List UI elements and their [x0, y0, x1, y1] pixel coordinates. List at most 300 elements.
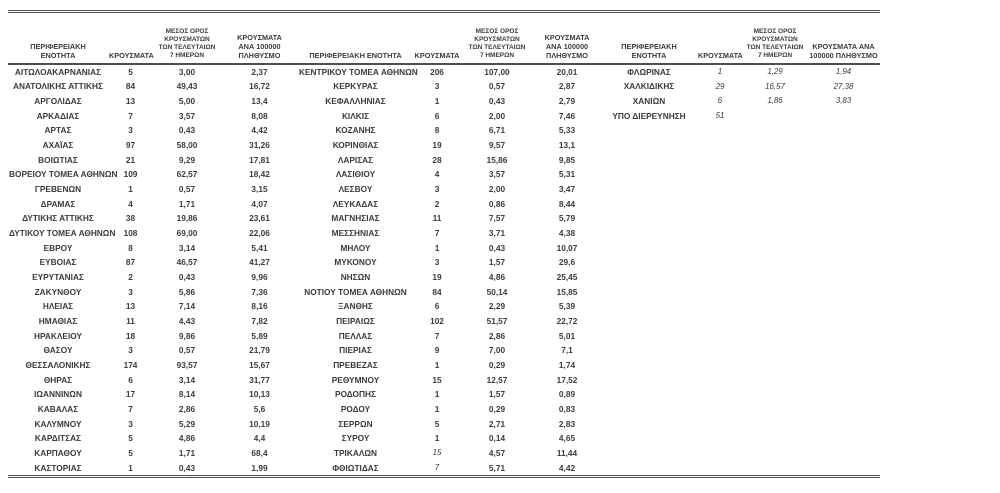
cases-cell: 84 — [125, 81, 136, 92]
cases-cell: 6 — [128, 374, 133, 385]
cases-cell: 13 — [125, 301, 136, 312]
cases-cell — [697, 167, 743, 182]
avg7-cell: 9,29 — [178, 154, 196, 165]
per100k-cell: 2,37 — [251, 66, 268, 77]
table-body — [8, 64, 880, 477]
header-per100k-label: ΚΡΟΥΣΜΑΤΑ ΑΝΑ 100000 ΠΛΗΘΥΣΜΟ — [237, 33, 282, 61]
per100k-cell — [807, 109, 880, 124]
per100k-cell: 5,41 — [251, 242, 268, 253]
per100k-cell: 68,4 — [251, 448, 268, 459]
avg7-cell — [743, 123, 807, 138]
per100k-cell: 1,99 — [251, 462, 268, 473]
region-cell: ΡΟΔΟΠΗΣ — [335, 389, 376, 400]
per100k-cell: 23,61 — [249, 213, 270, 224]
avg7-cell — [743, 299, 807, 314]
cases-cell: 17 — [125, 389, 136, 400]
region-cell: ΡΟΔΟΥ — [340, 404, 371, 415]
header-region-3 — [601, 12, 697, 64]
cases-cell: 19 — [432, 140, 442, 151]
per100k-cell — [807, 446, 880, 461]
cases-cell — [697, 402, 743, 417]
region-cell — [601, 197, 697, 212]
avg7-cell — [743, 402, 807, 417]
region-cell: ΑΙΤΩΛΟΑΚΑΡΝΑΝΙΑΣ — [14, 66, 102, 77]
cases-cell: 5 — [128, 433, 133, 444]
cases-cell: 7 — [128, 404, 133, 415]
avg7-cell — [743, 461, 807, 477]
cases-cell: 4 — [128, 198, 133, 209]
avg7-cell: 107,00 — [484, 66, 510, 77]
avg7-cell: 3,14 — [178, 242, 196, 253]
cases-cell: 8 — [434, 125, 440, 136]
header-avg7-label: ΜΕΣΟΣ ΟΡΟΣ ΚΡΟΥΣΜΑΤΩΝ ΤΩΝ ΤΕΛΕΥΤΑΙΩΝ 7 ΗΜΕΡΩΝ — [746, 28, 804, 60]
avg7-cell — [743, 431, 807, 446]
avg7-cell: 0,86 — [488, 198, 506, 209]
region-cell — [601, 314, 697, 329]
per100k-cell: 7,36 — [251, 286, 268, 297]
region-cell: ΦΛΩΡΙΝΑΣ — [627, 66, 671, 77]
avg7-cell: 9,57 — [488, 140, 506, 151]
cases-cell: 1 — [434, 242, 440, 253]
avg7-cell — [743, 343, 807, 358]
per100k-cell — [807, 373, 880, 388]
region-cell — [601, 182, 697, 197]
per100k-cell: 22,06 — [249, 228, 270, 239]
table-row — [8, 211, 880, 226]
per100k-cell: 13,1 — [558, 140, 576, 151]
per100k-cell — [807, 211, 880, 226]
per100k-cell: 25,45 — [556, 272, 578, 283]
avg7-cell: 1,86 — [767, 96, 783, 106]
per100k-cell: 3,83 — [835, 96, 852, 106]
region-cell — [601, 358, 697, 373]
region-cell: ΠΕΙΡΑΙΩΣ — [336, 316, 375, 327]
region-cell: ΚΙΛΚΙΣ — [341, 110, 370, 121]
cases-cell — [697, 285, 743, 300]
cases-cell — [697, 329, 743, 344]
per100k-cell: 5,39 — [558, 301, 576, 312]
table-row — [8, 138, 880, 153]
table-row — [8, 255, 880, 270]
avg7-cell: 4,57 — [488, 448, 506, 459]
avg7-cell: 0,14 — [488, 433, 506, 444]
avg7-cell — [743, 329, 807, 344]
cases-cell — [697, 211, 743, 226]
per100k-cell — [807, 153, 880, 168]
region-cell — [601, 417, 697, 432]
region-cell: ΔΥΤΙΚΟΥ ΤΟΜΕΑ ΑΘΗΝΩΝ — [9, 228, 116, 239]
region-cell: ΚΑΒΑΛΑΣ — [37, 404, 79, 415]
cases-cell: 38 — [125, 213, 136, 224]
avg7-cell — [743, 167, 807, 182]
header-cases-label: ΚΡΟΥΣΜΑΤΑ — [698, 51, 743, 61]
cases-cell: 1 — [434, 404, 440, 415]
header-row — [8, 12, 880, 64]
per100k-cell: 15,85 — [556, 286, 578, 297]
cases-cell — [697, 182, 743, 197]
table-row — [8, 109, 880, 124]
avg7-cell: 4,86 — [178, 433, 196, 444]
region-cell: ΣΥΡΟΥ — [341, 433, 370, 444]
cases-cell: 6 — [434, 301, 440, 312]
avg7-cell — [743, 182, 807, 197]
avg7-cell: 0,29 — [488, 404, 506, 415]
region-cell: ΛΑΣΙΘΙΟΥ — [335, 169, 376, 180]
avg7-cell: 0,43 — [178, 462, 196, 473]
region-cell: ΕΥΒΟΙΑΣ — [39, 257, 77, 268]
per100k-cell — [807, 285, 880, 300]
cases-cell: 1 — [434, 433, 440, 444]
region-cell: ΗΛΕΙΑΣ — [42, 301, 74, 312]
region-cell: ΑΝΑΤΟΛΙΚΗΣ ΑΤΤΙΚΗΣ — [13, 81, 103, 92]
cases-cell — [697, 358, 743, 373]
region-cell: ΑΡΤΑΣ — [44, 125, 72, 136]
cases-cell: 51 — [715, 110, 725, 120]
cases-cell — [697, 153, 743, 168]
cases-cell: 3 — [434, 81, 440, 92]
header-region-label: ΠΕΡΙΦΕΡΕΙΑΚΗ ΕΝΟΤΗΤΑ — [30, 42, 86, 61]
avg7-cell: 3,57 — [488, 169, 506, 180]
region-cell: ΠΡΕΒΕΖΑΣ — [333, 360, 378, 371]
per100k-cell: 29,6 — [558, 257, 576, 268]
region-cell: ΥΠΟ ΔΙΕΡΕΥΝΗΣΗ — [612, 110, 686, 121]
per100k-cell — [807, 431, 880, 446]
avg7-cell — [743, 446, 807, 461]
avg7-cell: 0,43 — [178, 272, 196, 283]
table-row — [8, 79, 880, 94]
cases-cell — [697, 226, 743, 241]
per100k-cell: 1,74 — [558, 360, 576, 371]
region-cell — [601, 255, 697, 270]
cases-cell: 7 — [434, 228, 440, 239]
region-cell: ΠΕΛΛΑΣ — [338, 330, 373, 341]
region-cell: ΚΑΣΤΟΡΙΑΣ — [34, 462, 82, 473]
avg7-cell: 0,29 — [488, 360, 506, 371]
header-avg7-1 — [153, 12, 221, 64]
per100k-cell: 1,94 — [835, 66, 852, 76]
region-cell — [601, 138, 697, 153]
per100k-cell: 7,82 — [251, 316, 268, 327]
table-row — [8, 226, 880, 241]
avg7-cell: 93,57 — [176, 360, 198, 371]
cases-cell — [697, 299, 743, 314]
avg7-cell: 0,57 — [488, 81, 506, 92]
region-cell — [601, 241, 697, 256]
avg7-cell: 0,43 — [488, 242, 506, 253]
region-cell — [601, 226, 697, 241]
avg7-cell — [743, 358, 807, 373]
avg7-cell: 6,71 — [488, 125, 506, 136]
region-cell — [601, 211, 697, 226]
avg7-cell: 58,00 — [176, 140, 198, 151]
region-cell: ΘΕΣΣΑΛΟΝΙΚΗΣ — [25, 360, 91, 371]
per100k-cell — [807, 255, 880, 270]
per100k-cell: 41,27 — [249, 257, 270, 268]
regional-cases-table — [8, 10, 880, 478]
per100k-cell: 5,79 — [558, 213, 576, 224]
cases-cell — [697, 314, 743, 329]
region-cell: ΔΥΤΙΚΗΣ ΑΤΤΙΚΗΣ — [22, 213, 94, 224]
per100k-cell — [807, 226, 880, 241]
per100k-cell: 31,26 — [249, 140, 270, 151]
avg7-cell: 16,57 — [765, 81, 785, 91]
per100k-cell: 4,42 — [251, 125, 268, 136]
per100k-cell: 17,81 — [249, 154, 270, 165]
per100k-cell — [807, 343, 880, 358]
region-cell — [601, 402, 697, 417]
table-row — [8, 197, 880, 212]
cases-cell — [697, 343, 743, 358]
table-row — [8, 64, 880, 80]
per100k-cell: 21,79 — [249, 345, 270, 356]
header-cases-label: ΚΡΟΥΣΜΑΤΑ — [414, 51, 460, 61]
per100k-cell: 15,67 — [249, 360, 270, 371]
region-cell: ΓΡΕΒΕΝΩΝ — [34, 184, 82, 195]
avg7-cell: 1,71 — [178, 198, 196, 209]
cases-cell: 4 — [434, 169, 440, 180]
cases-cell: 3 — [434, 257, 440, 268]
table-row — [8, 285, 880, 300]
avg7-cell: 3,00 — [178, 66, 196, 77]
per100k-cell: 17,52 — [556, 374, 578, 385]
region-cell: ΙΩΑΝΝΙΝΩΝ — [34, 389, 82, 400]
region-cell: ΡΕΘΥΜΝΟΥ — [331, 374, 380, 385]
cases-cell: 11 — [432, 213, 442, 224]
region-cell: ΛΕΥΚΑΔΑΣ — [332, 198, 379, 209]
region-cell: ΧΑΛΚΙΔΙΚΗΣ — [623, 81, 675, 92]
table-row — [8, 431, 880, 446]
region-cell: ΝΟΤΙΟΥ ΤΟΜΕΑ ΑΘΗΝΩΝ — [304, 286, 407, 297]
region-cell: ΑΧΑΪΑΣ — [42, 140, 74, 151]
header-per100k-1 — [221, 12, 298, 64]
region-cell — [601, 461, 697, 477]
avg7-cell: 8,14 — [178, 389, 196, 400]
table-row — [8, 123, 880, 138]
per100k-cell — [807, 270, 880, 285]
cases-cell: 7 — [434, 463, 440, 473]
avg7-cell: 4,43 — [178, 316, 196, 327]
per100k-cell: 4,38 — [558, 228, 576, 239]
cases-cell — [697, 373, 743, 388]
region-cell — [601, 299, 697, 314]
per100k-cell — [807, 241, 880, 256]
per100k-cell — [807, 299, 880, 314]
per100k-cell: 2,79 — [558, 96, 576, 107]
region-cell: ΚΑΛΥΜΝΟΥ — [34, 418, 82, 429]
avg7-cell — [743, 197, 807, 212]
per100k-cell: 5,6 — [253, 404, 266, 415]
cases-cell: 102 — [430, 316, 444, 327]
per100k-cell: 8,16 — [251, 301, 268, 312]
per100k-cell: 27,38 — [833, 81, 854, 91]
per100k-cell: 9,85 — [558, 154, 576, 165]
avg7-cell: 15,86 — [486, 154, 508, 165]
header-cases-1 — [108, 12, 153, 64]
header-cases-2 — [413, 12, 461, 64]
avg7-cell: 0,57 — [178, 184, 196, 195]
avg7-cell: 69,00 — [176, 228, 198, 239]
avg7-cell — [743, 211, 807, 226]
table-row — [8, 446, 880, 461]
table-row — [8, 358, 880, 373]
region-cell — [601, 373, 697, 388]
region-cell: ΚΟΡΙΝΘΙΑΣ — [332, 140, 379, 151]
region-cell: ΜΑΓΝΗΣΙΑΣ — [331, 213, 380, 224]
cases-cell: 108 — [123, 228, 138, 239]
per100k-cell: 7,1 — [561, 345, 573, 356]
table-row — [8, 402, 880, 417]
per100k-cell — [807, 123, 880, 138]
avg7-cell: 50,14 — [486, 286, 508, 297]
cases-cell — [697, 446, 743, 461]
region-cell — [601, 270, 697, 285]
per100k-cell: 3,47 — [558, 184, 576, 195]
cases-cell: 3 — [434, 184, 440, 195]
header-cases-label: ΚΡΟΥΣΜΑΤΑ — [109, 51, 154, 61]
per100k-cell: 4,42 — [558, 462, 576, 473]
avg7-cell: 3,14 — [178, 374, 196, 385]
per100k-cell: 31,77 — [249, 374, 270, 385]
region-cell — [601, 329, 697, 344]
table-row — [8, 387, 880, 402]
table-row — [8, 314, 880, 329]
region-cell: ΦΘΙΩΤΙΔΑΣ — [332, 462, 379, 473]
header-avg7-label: ΜΕΣΟΣ ΟΡΟΣ ΚΡΟΥΣΜΑΤΩΝ ΤΩΝ ΤΕΛΕΥΤΑΙΩΝ 7 ΗΜΕΡΩΝ — [468, 28, 526, 60]
cases-cell: 19 — [432, 272, 442, 283]
avg7-cell: 9,86 — [178, 330, 196, 341]
per100k-cell — [807, 329, 880, 344]
region-cell: ΑΡΓΟΛΙΔΑΣ — [34, 96, 82, 107]
avg7-cell: 2,71 — [488, 418, 506, 429]
table-row — [8, 182, 880, 197]
header-region-label: ΠΕΡΙΦΕΡΕΙΑΚΗ ΕΝΟΤΗΤΑ — [621, 42, 677, 61]
per100k-cell: 18,42 — [249, 169, 270, 180]
header-avg7-2 — [461, 12, 533, 64]
avg7-cell — [743, 270, 807, 285]
cases-cell: 13 — [125, 96, 136, 107]
cases-cell: 5 — [434, 418, 440, 429]
per100k-cell — [807, 182, 880, 197]
avg7-cell: 1,57 — [488, 389, 506, 400]
per100k-cell — [807, 138, 880, 153]
avg7-cell: 3,71 — [488, 228, 506, 239]
per100k-cell: 10,13 — [249, 389, 270, 400]
header-avg7-label: ΜΕΣΟΣ ΟΡΟΣ ΚΡΟΥΣΜΑΤΩΝ ΤΩΝ ΤΕΛΕΥΤΑΙΩΝ 7 ΗΜΕΡΩΝ — [158, 28, 216, 60]
cases-cell: 15 — [432, 374, 442, 385]
avg7-cell: 2,00 — [488, 110, 506, 121]
per100k-cell — [807, 461, 880, 477]
header-region-1 — [8, 12, 108, 64]
avg7-cell: 1,29 — [767, 66, 783, 76]
region-cell: ΘΗΡΑΣ — [43, 374, 73, 385]
region-cell — [601, 431, 697, 446]
per100k-cell: 3,15 — [251, 184, 268, 195]
header-avg7-3 — [743, 12, 807, 64]
avg7-cell: 2,00 — [488, 184, 506, 195]
avg7-cell: 0,43 — [178, 125, 196, 136]
avg7-cell: 19,86 — [176, 213, 198, 224]
table-row — [8, 461, 880, 477]
per100k-cell — [807, 358, 880, 373]
cases-cell — [697, 123, 743, 138]
cases-cell — [697, 431, 743, 446]
per100k-cell — [807, 402, 880, 417]
per100k-cell: 11,44 — [556, 448, 578, 459]
avg7-cell — [743, 417, 807, 432]
table-row — [8, 241, 880, 256]
region-cell: ΕΒΡΟΥ — [43, 242, 73, 253]
avg7-cell: 5,86 — [178, 286, 196, 297]
avg7-cell — [743, 138, 807, 153]
cases-cell: 174 — [123, 360, 138, 371]
avg7-cell — [743, 226, 807, 241]
per100k-cell: 9,96 — [251, 272, 268, 283]
avg7-cell: 7,57 — [488, 213, 506, 224]
cases-cell: 97 — [125, 140, 136, 151]
cases-cell: 2 — [128, 272, 133, 283]
cases-cell — [697, 138, 743, 153]
region-cell: ΣΕΡΡΩΝ — [338, 418, 373, 429]
cases-cell: 3 — [128, 286, 133, 297]
cases-cell — [697, 461, 743, 477]
per100k-cell: 8,44 — [558, 198, 576, 209]
per100k-cell — [807, 167, 880, 182]
cases-cell — [697, 387, 743, 402]
cases-cell: 1 — [434, 360, 440, 371]
region-cell: ΔΡΑΜΑΣ — [40, 198, 76, 209]
avg7-cell — [743, 285, 807, 300]
avg7-cell: 46,57 — [176, 257, 198, 268]
avg7-cell: 4,86 — [488, 272, 506, 283]
cases-cell: 206 — [430, 66, 444, 77]
per100k-cell: 0,83 — [558, 404, 576, 415]
region-cell: ΚΑΡΔΙΤΣΑΣ — [34, 433, 82, 444]
avg7-cell: 7,14 — [178, 301, 196, 312]
region-cell — [601, 343, 697, 358]
region-cell: ΛΕΣΒΟΥ — [338, 184, 373, 195]
table-row — [8, 373, 880, 388]
region-cell: ΚΕΡΚΥΡΑΣ — [333, 81, 378, 92]
cases-cell: 3 — [128, 418, 133, 429]
per100k-cell: 7,46 — [558, 110, 576, 121]
region-cell — [601, 285, 697, 300]
table-row — [8, 299, 880, 314]
table-head — [8, 12, 880, 64]
cases-cell — [697, 417, 743, 432]
region-cell: ΠΙΕΡΙΑΣ — [339, 345, 372, 356]
avg7-cell: 5,71 — [488, 462, 506, 473]
region-cell: ΜΥΚΟΝΟΥ — [334, 257, 377, 268]
region-cell: ΖΑΚΥΝΘΟΥ — [34, 286, 82, 297]
avg7-cell: 1,57 — [488, 257, 506, 268]
per100k-cell — [807, 197, 880, 212]
table-row — [8, 343, 880, 358]
cases-cell: 1 — [434, 389, 440, 400]
region-cell: ΑΡΚΑΔΙΑΣ — [36, 110, 80, 121]
region-cell — [601, 446, 697, 461]
cases-cell: 1 — [717, 66, 723, 76]
cases-cell: 9 — [434, 345, 440, 356]
region-cell: ΛΑΡΙΣΑΣ — [337, 154, 374, 165]
avg7-cell — [743, 153, 807, 168]
cases-cell: 29 — [715, 81, 725, 91]
cases-cell: 2 — [434, 198, 440, 209]
cases-cell: 6 — [717, 96, 723, 106]
region-cell: ΚΟΖΑΝΗΣ — [335, 125, 376, 136]
avg7-cell: 2,29 — [488, 301, 506, 312]
cases-cell: 6 — [434, 110, 440, 121]
per100k-cell: 4,07 — [251, 198, 268, 209]
